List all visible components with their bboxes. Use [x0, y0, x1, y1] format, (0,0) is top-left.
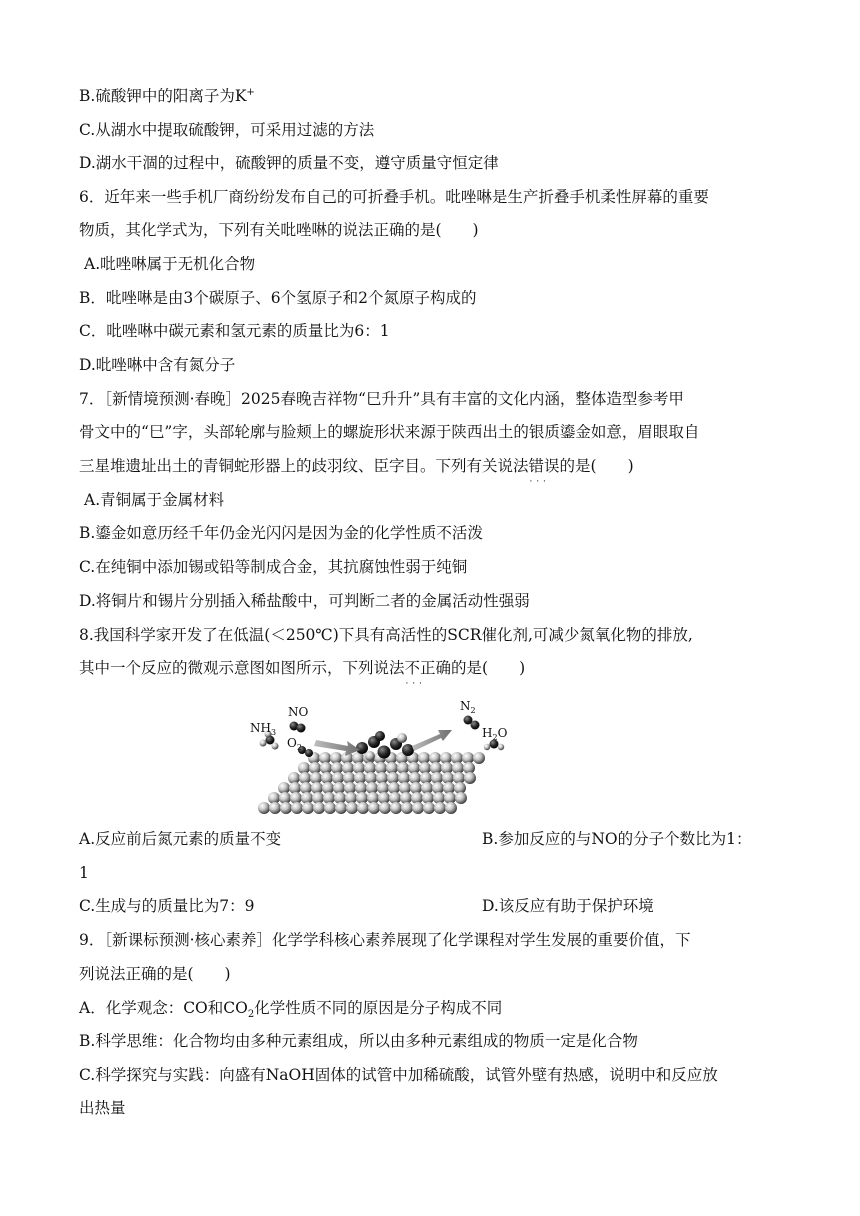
q9-option-a: A．化学观念：CO和$CO_2$化学性质不同的原因是分子构成不同 [79, 999, 503, 1021]
surface-atom [455, 792, 467, 804]
q6-option-a: A.吡唑啉属于无机化合物 [84, 255, 256, 273]
surface-atom [464, 772, 476, 784]
surface-atom [473, 752, 485, 764]
surface-atom [302, 802, 314, 814]
label-o2: $O_2$ [287, 736, 302, 752]
n2-molecule [464, 716, 480, 730]
catalyst-surface [258, 752, 485, 814]
q6-stem-line2: 物质，其化学式为，下列有关吡唑啉的说法正确的是( ) [79, 221, 479, 239]
q7-option-a: A.青铜属于金属材料 [84, 491, 225, 509]
label-no: NO [288, 705, 309, 719]
q9-stem-line2: 列说法正确的是( ) [79, 965, 231, 983]
q8-option-b: B.参加反应的与NO的分子个数比为1： [482, 830, 752, 848]
surface-atom [390, 802, 402, 814]
surface-atom [412, 802, 424, 814]
label-n2: $N_2$ [460, 700, 476, 715]
surface-atom [269, 802, 281, 814]
q7-stem-line1: 7．［新情境预测·春晚］2025春晚吉祥物“巳升升”具有丰富的文化内涵，整体造型参考甲 [79, 390, 684, 408]
label-h2o: $H_2O$ [482, 726, 508, 742]
q5-option-b: B.硫酸钾中的阳离子为K+ [79, 86, 255, 105]
surface-atom [423, 802, 435, 814]
q7-option-c: C.在纯铜中添加锡或铅等制成合金，其抗腐蚀性弱于纯铜 [79, 558, 468, 576]
q7-option-b: B.鎏金如意历经千年仍金光闪闪是因为金的化学性质不活泼 [79, 524, 483, 542]
q8-option-b-continued: 1 [79, 864, 89, 882]
q8-option-a: A.反应前后氮元素的质量不变 [79, 830, 282, 848]
q8-option-d: D.该反应有助于保护环境 [482, 897, 654, 915]
surface-atom [445, 802, 457, 814]
reaction-micro-diagram [244, 700, 520, 820]
surface-atom [313, 802, 325, 814]
q6-stem-line1: 6．近年来一些手机厂商纷纷发布自己的可折叠手机。吡唑啉是生产折叠手机柔性屏幕的重要 [79, 188, 709, 206]
q6-option-d: D.吡唑啉中含有氮分子 [79, 356, 236, 374]
q8-stem-line2: 其中一个反应的微观示意图如图所示，下列说法不正确 · · ·的是( ) [79, 658, 525, 678]
q9-option-c-line1: C.科学探究与实践：向盛有NaOH固体的试管中加稀硫酸，试管外壁有热感，说明中和反应放 [79, 1066, 718, 1084]
q6-option-c: C．吡唑啉中碳元素和氢元素的质量比为6：1 [79, 322, 390, 340]
emphasis-mark: 错误 · · · [529, 457, 560, 475]
surface-atom [379, 802, 391, 814]
q8-stem-line1: 8.我国科学家开发了在低温(＜250℃)下具有高活性的SCR催化剂,可减少氮氧化物的排放, [79, 626, 693, 644]
surface-atom [368, 802, 380, 814]
q7-stem-line3: 三星堆遗址出土的青铜蛇形器上的歧羽纹、臣字目。下列有关说法错误 · · ·的是( ) [79, 456, 634, 476]
q6-option-b: B．吡唑啉是由3个碳原子、6个氢原子和2个氮原子构成的 [79, 289, 477, 307]
q7-stem-line2: 骨文中的“巳”字，头部轮廓与脸颊上的螺旋形状来源于陕西出土的银质鎏金如意，眉眼取自 [79, 423, 700, 441]
q9-option-b: B.科学思维：化合物均由多种元素组成，所以由多种元素组成的物质一定是化合物 [79, 1032, 638, 1050]
no-molecule [290, 722, 306, 733]
surface-atom [258, 802, 270, 814]
surface-atom [324, 802, 336, 814]
surface-atom [434, 802, 446, 814]
q9-option-c-line2: 出热量 [79, 1099, 126, 1117]
q5-option-d: D.湖水干涸的过程中，硫酸钾的质量不变，遵守质量守恒定律 [79, 154, 499, 172]
surface-atom [280, 802, 292, 814]
q7-option-d: D.将铜片和锡片分别插入稀盐酸中，可判断二者的金属活动性强弱 [79, 592, 530, 610]
q5-option-c: C.从湖水中提取硫酸钾，可采用过滤的方法 [79, 121, 375, 139]
emphasis-mark: 不正确 · · · [405, 659, 452, 677]
surface-atom [291, 802, 303, 814]
label-nh3: $NH_3$ [250, 721, 277, 737]
q8-option-c: C.生成与的质量比为7：9 [79, 897, 255, 915]
surface-atom [346, 802, 358, 814]
surface-atom [401, 802, 413, 814]
arrow-out [412, 730, 452, 751]
q9-stem-line1: 9．［新课标预测·核心素养］化学学科核心素养展现了化学课程对学生发展的重要价值，下 [79, 931, 691, 949]
surface-atom [357, 802, 369, 814]
surface-atom [335, 802, 347, 814]
